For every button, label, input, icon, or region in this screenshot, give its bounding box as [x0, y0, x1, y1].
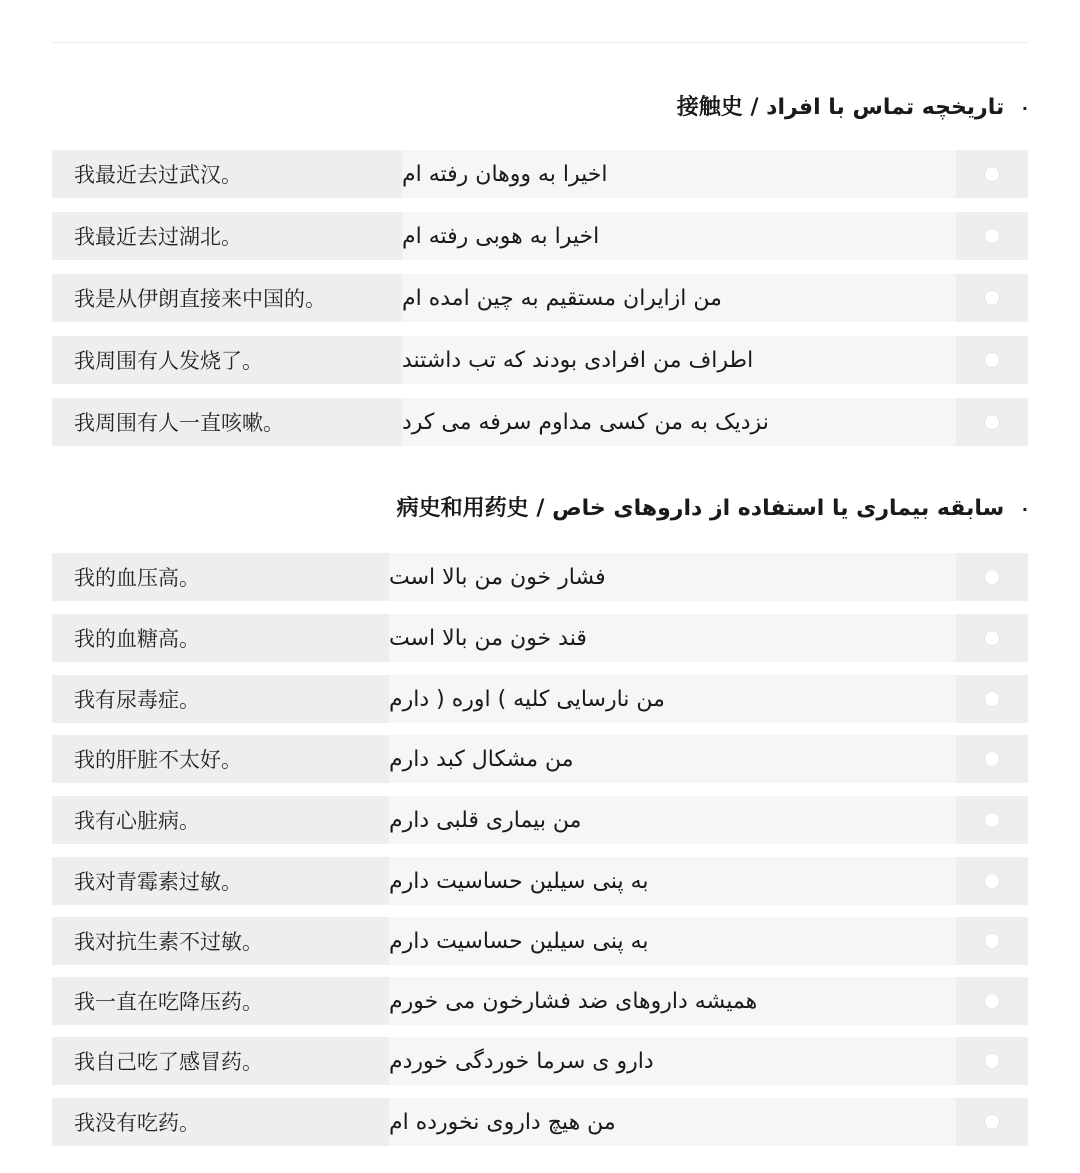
radio-button[interactable]: [984, 352, 1000, 368]
option-label-fa: من هیچ داروی نخورده ام: [389, 1098, 956, 1146]
section-title-medical-history: [397, 491, 1028, 522]
option-label-fa: من بیماری قلبی دارم: [389, 796, 956, 844]
option-label-fa: فشار خون من بالا است: [389, 553, 956, 601]
section-title-zh: 接触史: [676, 94, 743, 120]
radio-button[interactable]: [984, 812, 1000, 828]
option-label-zh: 我有尿毒症。: [52, 675, 389, 723]
radio-button[interactable]: [984, 933, 1000, 949]
radio-cell[interactable]: [956, 398, 1028, 446]
section-title-fa: تاریخچه تماس با افراد: [766, 95, 1005, 120]
section-title-fa: سابقه بیماری یا استفاده از داروهای خاص: [552, 496, 1005, 521]
radio-button[interactable]: [984, 228, 1000, 244]
option-row[interactable]: [52, 212, 1028, 260]
option-label-fa: دارو ی سرما خوردگی خوردم: [389, 1037, 956, 1085]
option-row[interactable]: [52, 796, 1028, 844]
radio-cell[interactable]: [956, 1037, 1028, 1085]
radio-button[interactable]: [984, 993, 1000, 1009]
radio-button[interactable]: [984, 414, 1000, 430]
option-label-fa: اخیرا به ووهان رفته ام: [402, 150, 956, 198]
option-row[interactable]: [52, 857, 1028, 905]
option-row[interactable]: [52, 977, 1028, 1025]
radio-button[interactable]: [984, 1053, 1000, 1069]
radio-cell[interactable]: [956, 614, 1028, 662]
radio-cell[interactable]: [956, 274, 1028, 322]
option-label-zh: 我对抗生素不过敏。: [52, 917, 389, 965]
option-row[interactable]: [52, 274, 1028, 322]
option-label-zh: 我没有吃药。: [52, 1098, 389, 1146]
option-row[interactable]: [52, 398, 1028, 446]
option-row[interactable]: [52, 1037, 1028, 1085]
option-label-zh: 我自己吃了感冒药。: [52, 1037, 389, 1085]
radio-cell[interactable]: [956, 553, 1028, 601]
radio-cell[interactable]: [956, 336, 1028, 384]
option-label-fa: نزدیک به من کسی مداوم سرفه می کرد: [402, 398, 956, 446]
option-label-zh: 我周围有人发烧了。: [52, 336, 402, 384]
option-label-fa: اطراف من افرادی بودند که تب داشتند: [402, 336, 956, 384]
option-label-zh: 我是从伊朗直接来中国的。: [52, 274, 402, 322]
option-label-zh: 我最近去过武汉。: [52, 150, 402, 198]
option-label-zh: 我有心脏病。: [52, 796, 389, 844]
option-row[interactable]: [52, 735, 1028, 783]
top-divider: [52, 42, 1028, 43]
option-label-zh: 我的肝脏不太好。: [52, 735, 389, 783]
radio-button[interactable]: [984, 691, 1000, 707]
option-row[interactable]: [52, 614, 1028, 662]
radio-button[interactable]: [984, 166, 1000, 182]
radio-cell[interactable]: [956, 675, 1028, 723]
option-label-zh: 我的血糖高。: [52, 614, 389, 662]
section-title-zh: 病史和用药史: [396, 495, 529, 521]
option-label-fa: قند خون من بالا است: [389, 614, 956, 662]
radio-cell[interactable]: [956, 212, 1028, 260]
radio-button[interactable]: [984, 1114, 1000, 1130]
option-row[interactable]: [52, 150, 1028, 198]
radio-cell[interactable]: [956, 150, 1028, 198]
bullet-icon: ·: [1021, 499, 1028, 519]
radio-cell[interactable]: [956, 917, 1028, 965]
radio-cell[interactable]: [956, 977, 1028, 1025]
option-row[interactable]: [52, 675, 1028, 723]
section-title-contact-history: [677, 90, 1028, 121]
option-label-fa: من ازایران مستقیم به چین امده ام: [402, 274, 956, 322]
radio-cell[interactable]: [956, 857, 1028, 905]
radio-button[interactable]: [984, 290, 1000, 306]
radio-button[interactable]: [984, 873, 1000, 889]
option-label-fa: من نارسایی کلیه ) اوره ( دارم: [389, 675, 956, 723]
option-label-fa: به پنی سیلین حساسیت دارم: [389, 917, 956, 965]
option-row[interactable]: [52, 553, 1028, 601]
option-label-fa: به پنی سیلین حساسیت دارم: [389, 857, 956, 905]
radio-cell[interactable]: [956, 796, 1028, 844]
radio-button[interactable]: [984, 751, 1000, 767]
option-label-zh: 我一直在吃降压药。: [52, 977, 389, 1025]
bullet-icon: ·: [1021, 98, 1028, 118]
radio-button[interactable]: [984, 630, 1000, 646]
radio-cell[interactable]: [956, 1098, 1028, 1146]
option-row[interactable]: [52, 1098, 1028, 1146]
option-label-fa: همیشه داروهای ضد فشارخون می خورم: [389, 977, 956, 1025]
option-label-fa: اخیرا به هوبی رفته ام: [402, 212, 956, 260]
section-title-separator: /: [750, 95, 759, 120]
radio-button[interactable]: [984, 569, 1000, 585]
option-label-fa: من مشکال کبد دارم: [389, 735, 956, 783]
option-label-zh: 我最近去过湖北。: [52, 212, 402, 260]
option-label-zh: 我对青霉素过敏。: [52, 857, 389, 905]
option-label-zh: 我的血压高。: [52, 553, 389, 601]
radio-cell[interactable]: [956, 735, 1028, 783]
option-label-zh: 我周围有人一直咳嗽。: [52, 398, 402, 446]
section-title-separator: /: [536, 496, 545, 521]
option-row[interactable]: [52, 336, 1028, 384]
option-row[interactable]: [52, 917, 1028, 965]
